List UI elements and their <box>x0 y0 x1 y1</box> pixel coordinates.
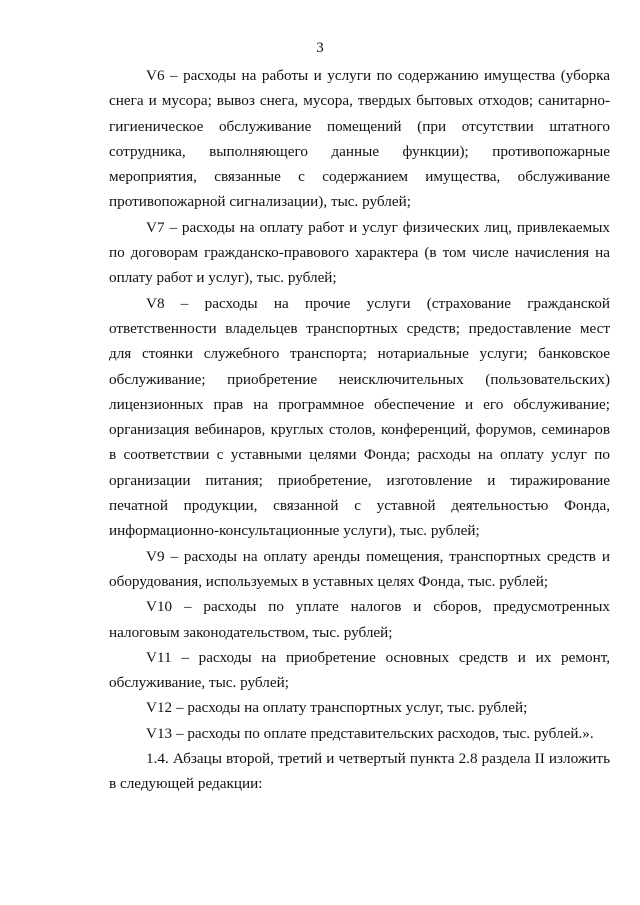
paragraph-v8: V8 – расходы на прочие услуги (страхование гражданской ответственности владельцев транспортных средств; предоставление мест для стоянки служебного транспорта; нотариальные услуги; банковское обслуживание; приобретение неисключительных (пользовательских) лицензионных прав на программное обеспечение и его обслуживание; организация вебинаров, круглых столов, конференций, форумов, семинаров в соответствии с уставными целями Фонда; расходы на оплату услуг по организации питания; приобретение, изготовление и тиражирование печатной продукции, связанной с уставной деятельностью Фонда, информационно-консультационные услуги), тыс. рублей; <box>109 294 610 540</box>
paragraph-v9: V9 – расходы на оплату аренды помещения, транспортных средств и оборудования, используемых в уставных целях Фонда, тыс. рублей; <box>109 547 610 590</box>
paragraph-v10: V10 – расходы по уплате налогов и сборов, предусмотренных налоговым законодательством, тыс. рублей; <box>109 598 610 641</box>
paragraph-v11: V11 – расходы на приобретение основных средств и их ремонт, обслуживание, тыс. рублей; <box>109 648 610 692</box>
paragraph-v13: V13 – расходы по оплате представительских расходов, тыс. рублей.». <box>146 724 594 742</box>
paragraph-v6: V6 – расходы на работы и услуги по содержанию имущества (уборка снега и мусора; вывоз снега, мусора, твердых бытовых отходов; санитарно-гигиеническое обслуживание помещений (при отсутствии штатного сотрудника, выполняющего данные функции); противопожарные мероприятия, связанные с содержанием имущества, обслуживание противопожарной сигнализации), тыс. рублей; <box>109 67 610 211</box>
paragraph-v7: V7 – расходы на оплату работ и услуг физических лиц, привлекаемых по договорам гражданско-правового характера (в том числе начисления на оплату работ и услуг), тыс. рублей; <box>109 218 610 287</box>
paragraph-1-4: 1.4. Абзацы второй, третий и четвертый пункта 2.8 раздела II изложить в следующей редакции: <box>109 750 610 793</box>
document-body <box>109 63 610 797</box>
paragraph-v12: V12 – расходы на оплату транспортных услуг, тыс. рублей; <box>146 699 528 717</box>
page-number: 3 <box>316 40 324 56</box>
